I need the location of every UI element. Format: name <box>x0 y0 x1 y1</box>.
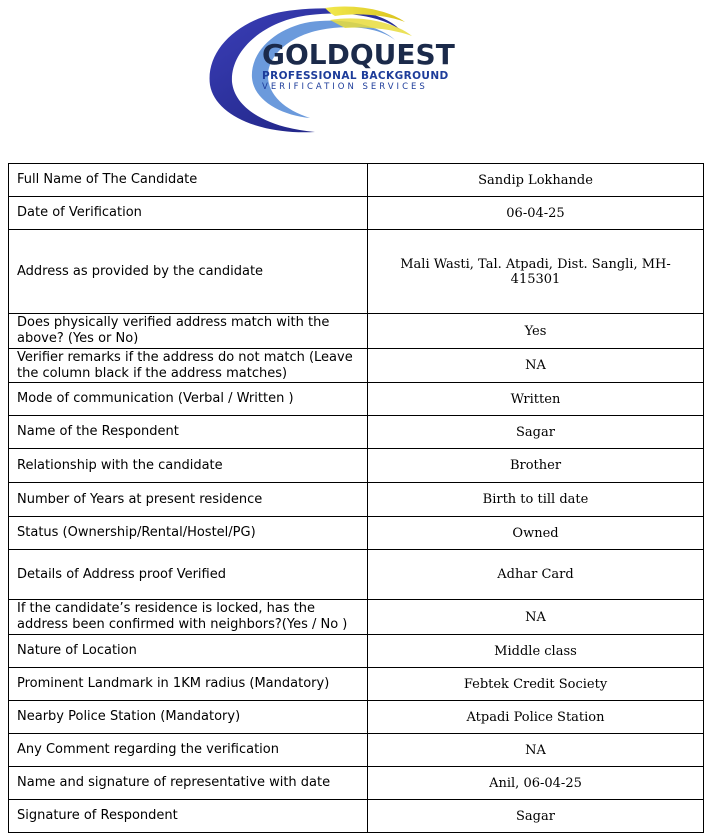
field-label: Nearby Police Station (Mandatory) <box>9 701 368 734</box>
table-row <box>9 230 704 314</box>
field-value: Owned <box>368 517 704 550</box>
field-value: Yes <box>368 314 704 349</box>
table-row <box>9 701 704 734</box>
table-row <box>9 668 704 701</box>
table-row <box>9 197 704 230</box>
table-row <box>9 600 704 635</box>
field-value: Sagar <box>368 800 704 833</box>
field-value: NA <box>368 600 704 635</box>
field-label: Mode of communication (Verbal / Written ) <box>9 383 368 416</box>
table-row <box>9 349 704 383</box>
table-row <box>9 550 704 600</box>
table-row <box>9 164 704 197</box>
brand-name: GOLDQUEST <box>262 38 455 71</box>
field-value: Brother <box>368 449 704 483</box>
field-label: Verifier remarks if the address do not match (Leave the column black if the address matches) <box>9 349 368 383</box>
field-label: Name of the Respondent <box>9 416 368 449</box>
table-row <box>9 635 704 668</box>
brand-tagline-2: VERIFICATION SERVICES <box>262 82 428 92</box>
field-label: Signature of Respondent <box>9 800 368 833</box>
table-row <box>9 517 704 550</box>
table-row <box>9 483 704 517</box>
field-value: NA <box>368 734 704 767</box>
field-value: Anil, 06-04-25 <box>368 767 704 800</box>
field-label: Status (Ownership/Rental/Hostel/PG) <box>9 517 368 550</box>
field-label: Does physically verified address match with the above? (Yes or No) <box>9 314 368 349</box>
table-row <box>9 734 704 767</box>
table-row <box>9 314 704 349</box>
field-label: If the candidate’s residence is locked, has the address been confirmed with neighbors?(Yes / No ) <box>9 600 368 635</box>
verification-table <box>8 163 704 833</box>
field-label: Name and signature of representative with date <box>9 767 368 800</box>
table-row <box>9 449 704 483</box>
field-value: Adhar Card <box>368 550 704 600</box>
brand-tagline-1: PROFESSIONAL BACKGROUND <box>262 70 449 82</box>
field-label: Relationship with the candidate <box>9 449 368 483</box>
field-value: Written <box>368 383 704 416</box>
field-value: 06-04-25 <box>368 197 704 230</box>
field-value: Middle class <box>368 635 704 668</box>
field-label: Any Comment regarding the verification <box>9 734 368 767</box>
field-value: Atpadi Police Station <box>368 701 704 734</box>
field-label: Address as provided by the candidate <box>9 230 368 314</box>
field-value: Febtek Credit Society <box>368 668 704 701</box>
field-label: Date of Verification <box>9 197 368 230</box>
table-row <box>9 767 704 800</box>
field-value: Birth to till date <box>368 483 704 517</box>
field-label: Details of Address proof Verified <box>9 550 368 600</box>
table-row <box>9 416 704 449</box>
table-row <box>9 800 704 833</box>
field-label: Nature of Location <box>9 635 368 668</box>
field-value: Mali Wasti, Tal. Atpadi, Dist. Sangli, MH-415301 <box>368 230 704 314</box>
field-label: Full Name of The Candidate <box>9 164 368 197</box>
field-value: Sandip Lokhande <box>368 164 704 197</box>
table-row <box>9 383 704 416</box>
field-label: Prominent Landmark in 1KM radius (Mandatory) <box>9 668 368 701</box>
logo-text <box>262 40 522 93</box>
field-value: Sagar <box>368 416 704 449</box>
field-label: Number of Years at present residence <box>9 483 368 517</box>
field-value: NA <box>368 349 704 383</box>
